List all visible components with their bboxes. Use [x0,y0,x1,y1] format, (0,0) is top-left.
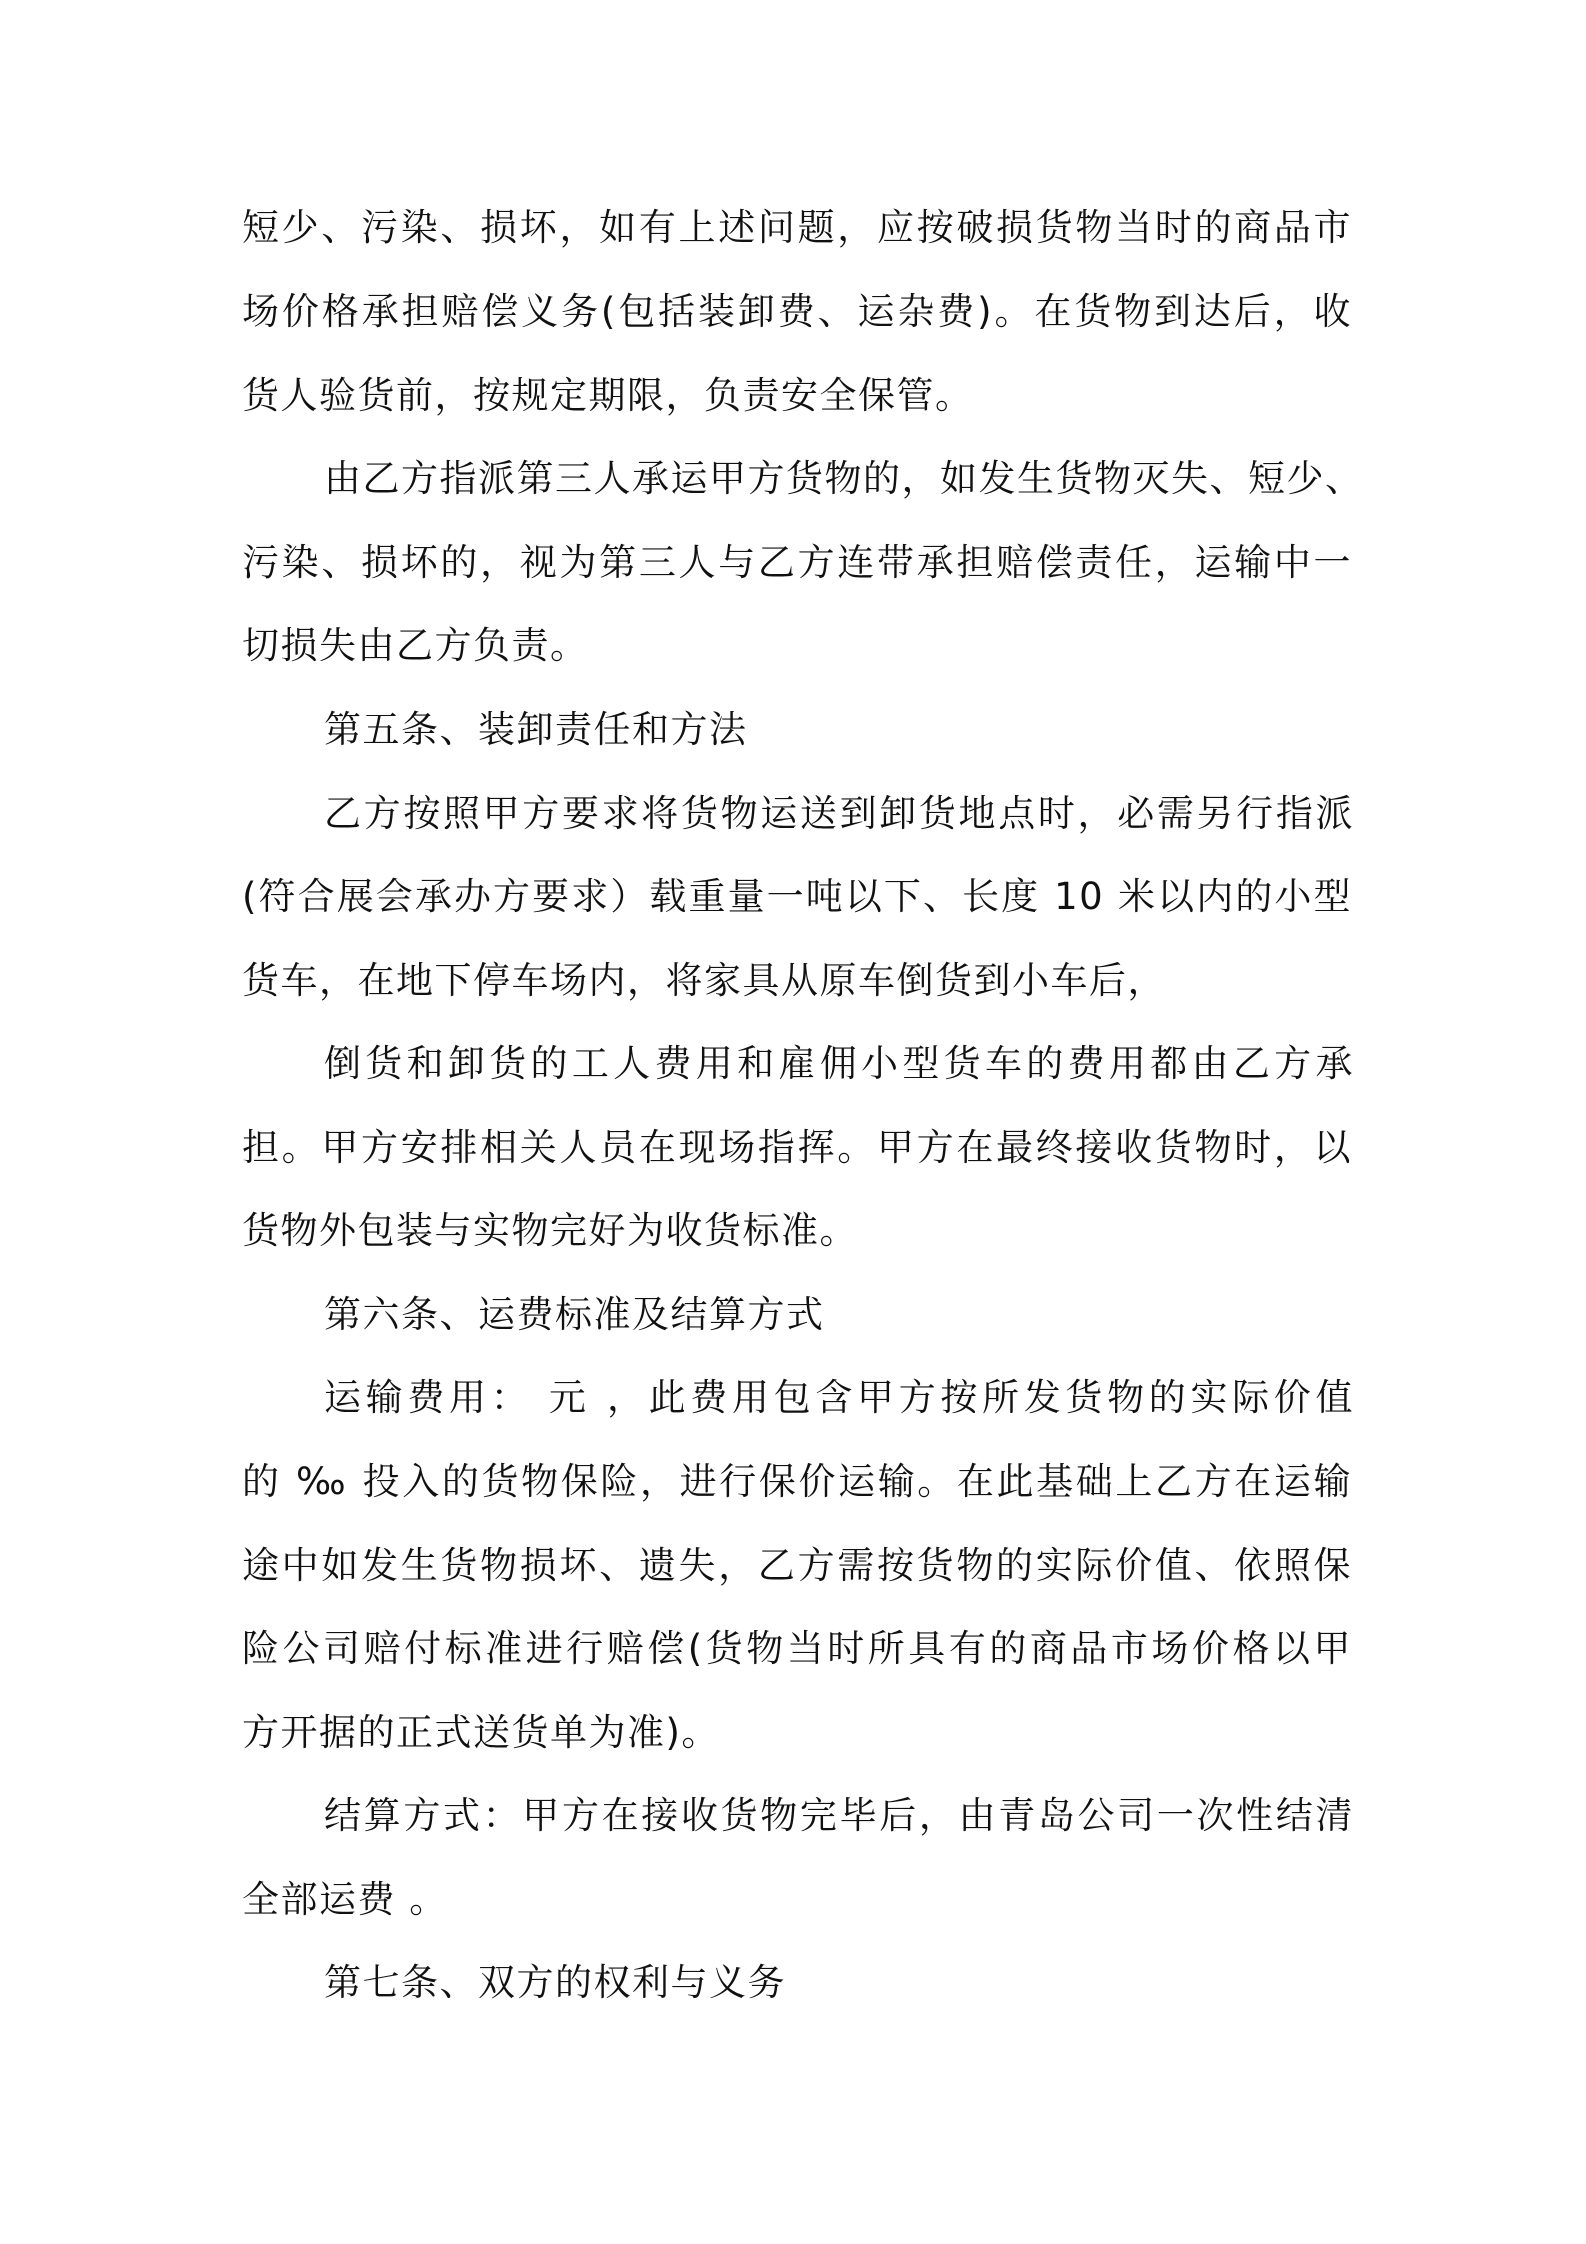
paragraph-line: 货车，在地下停车场内，将家具从原车倒货到小车后， [242,959,1166,1002]
paragraph-line: (符合展会承办方要求）载重量一吨以下、长度 10 米以内的小型 [242,875,1352,918]
section-heading: 第五条、装卸责任和方法 [324,708,748,751]
paragraph-line: 由乙方指派第三人承运甲方货物的，如发生货物灭失、短少、 [324,457,1364,500]
section-heading: 第六条、运费标准及结算方式 [324,1293,825,1336]
paragraph-line: 污染、损坏的，视为第三人与乙方连带承担赔偿责任，运输中一 [242,541,1352,584]
paragraph-line: 全部运费 。 [242,1878,448,1921]
paragraph-line: 担。甲方安排相关人员在现场指挥。甲方在最终接收货物时，以 [242,1126,1352,1169]
section-heading: 第七条、双方的权利与义务 [324,1961,786,2004]
paragraph-line: 运输费用： 元 ，此费用包含甲方按所发货物的实际价值 [324,1376,1354,1419]
paragraph-line: 乙方按照甲方要求将货物运送到卸货地点时，必需另行指派 [324,792,1354,835]
paragraph-line: 的 ‰ 投入的货物保险，进行保价运输。在此基础上乙方在运输 [242,1460,1352,1503]
paragraph-line: 险公司赔付标准进行赔偿(货物当时所具有的商品市场价格以甲 [242,1627,1352,1670]
paragraph-line: 货物外包装与实物完好为收货标准。 [242,1209,858,1252]
paragraph-line: 途中如发生货物损坏、遗失，乙方需按货物的实际价值、依照保 [242,1544,1352,1587]
paragraph-line: 场价格承担赔偿义务(包括装卸费、运杂费)。在货物到达后，收 [242,290,1352,333]
paragraph-line: 方开据的正式送货单为准)。 [242,1711,720,1754]
paragraph-line: 短少、污染、损坏，如有上述问题，应按破损货物当时的商品市 [242,206,1352,249]
paragraph-line: 货人验货前，按规定期限，负责安全保管。 [242,374,974,417]
paragraph-line: 切损失由乙方负责。 [242,624,589,667]
paragraph-line: 结算方式：甲方在接收货物完毕后，由青岛公司一次性结清 [324,1794,1354,1837]
paragraph-line: 倒货和卸货的工人费用和雇佣小型货车的费用都由乙方承 [324,1042,1354,1085]
